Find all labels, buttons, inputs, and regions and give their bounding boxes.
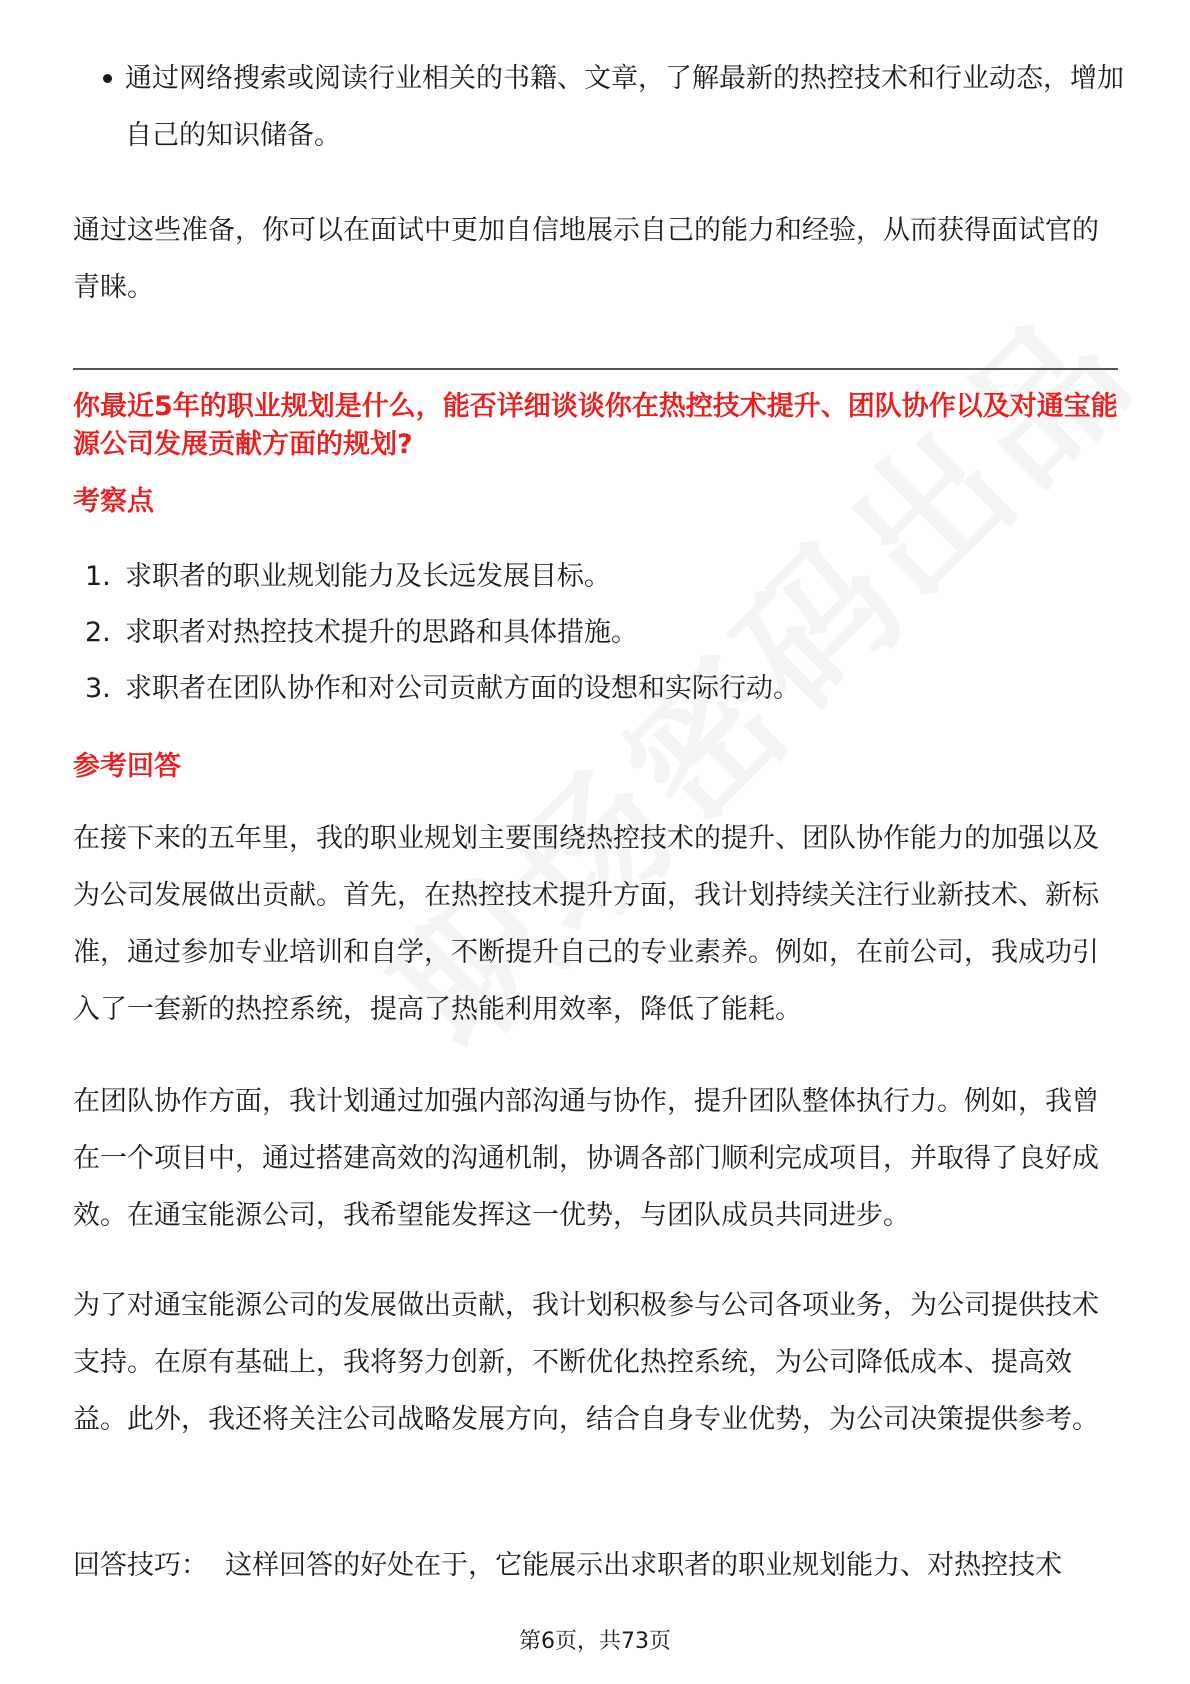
reference-paragraph: 在接下来的五年里，我的职业规划主要围绕热控技术的提升、团队协作能力的加强以及为公司发展做出贡献。首先，在热控技术提升方面，我计划持续关注行业新技术、新标准，通过参加专业培训和自学，不断提升自己的专业素养。例如，在前公司，我成功引入了一套新的热控系统，提高了热能利用效率，降低了能耗。 xyxy=(73,823,1099,1025)
list-number: 2. xyxy=(85,617,111,648)
list-number: 1. xyxy=(85,561,111,592)
list-text: 求职者在团队协作和对公司贡献方面的设想和实际行动。 xyxy=(125,673,800,704)
assessment-heading: 考察点 xyxy=(73,486,154,517)
question-heading: 你最近5年的职业规划是什么，能否详细谈谈你在热控技术提升、团队协作以及对通宝能源公司发展贡献方面的规划? xyxy=(73,391,1118,460)
list-item xyxy=(73,50,1124,164)
bullet-icon xyxy=(103,74,112,83)
list-text: 求职者的职业规划能力及长远发展目标。 xyxy=(125,561,611,592)
section-divider xyxy=(73,368,1118,370)
reference-paragraph: 为了对通宝能源公司的发展做出贡献，我计划积极参与公司各项业务，为公司提供技术支持。在原有基础上，我将努力创新，不断优化热控系统，为公司降低成本、提高效益。此外，我还将关注公司战略发展方向，结合自身专业优势，为公司决策提供参考。 xyxy=(73,1290,1099,1435)
bullet-text: 通过网络搜索或阅读行业相关的书籍、文章，了解最新的热控技术和行业动态，增加自己的知识储备。 xyxy=(125,63,1124,151)
page-number: 第6页，共73页 xyxy=(519,1629,671,1654)
list-number: 3. xyxy=(85,673,111,704)
list-text: 求职者对热控技术提升的思路和具体措施。 xyxy=(125,617,638,648)
reference-paragraph: 在团队协作方面，我计划通过加强内部沟通与协作，提升团队整体执行力。例如，我曾在一个项目中，通过搭建高效的沟通机制，协调各部门顺利完成项目，并取得了良好成效。在通宝能源公司，我希望能发挥这一优势，与团队成员共同进步。 xyxy=(73,1086,1099,1231)
reference-heading: 参考回答 xyxy=(73,751,181,782)
answer-tip: 回答技巧： 这样回答的好处在于，它能展示出求职者的职业规划能力、对热控技术 xyxy=(73,1550,1063,1581)
summary-paragraph: 通过这些准备，你可以在面试中更加自信地展示自己的能力和经验，从而获得面试官的青睐。 xyxy=(73,215,1099,303)
